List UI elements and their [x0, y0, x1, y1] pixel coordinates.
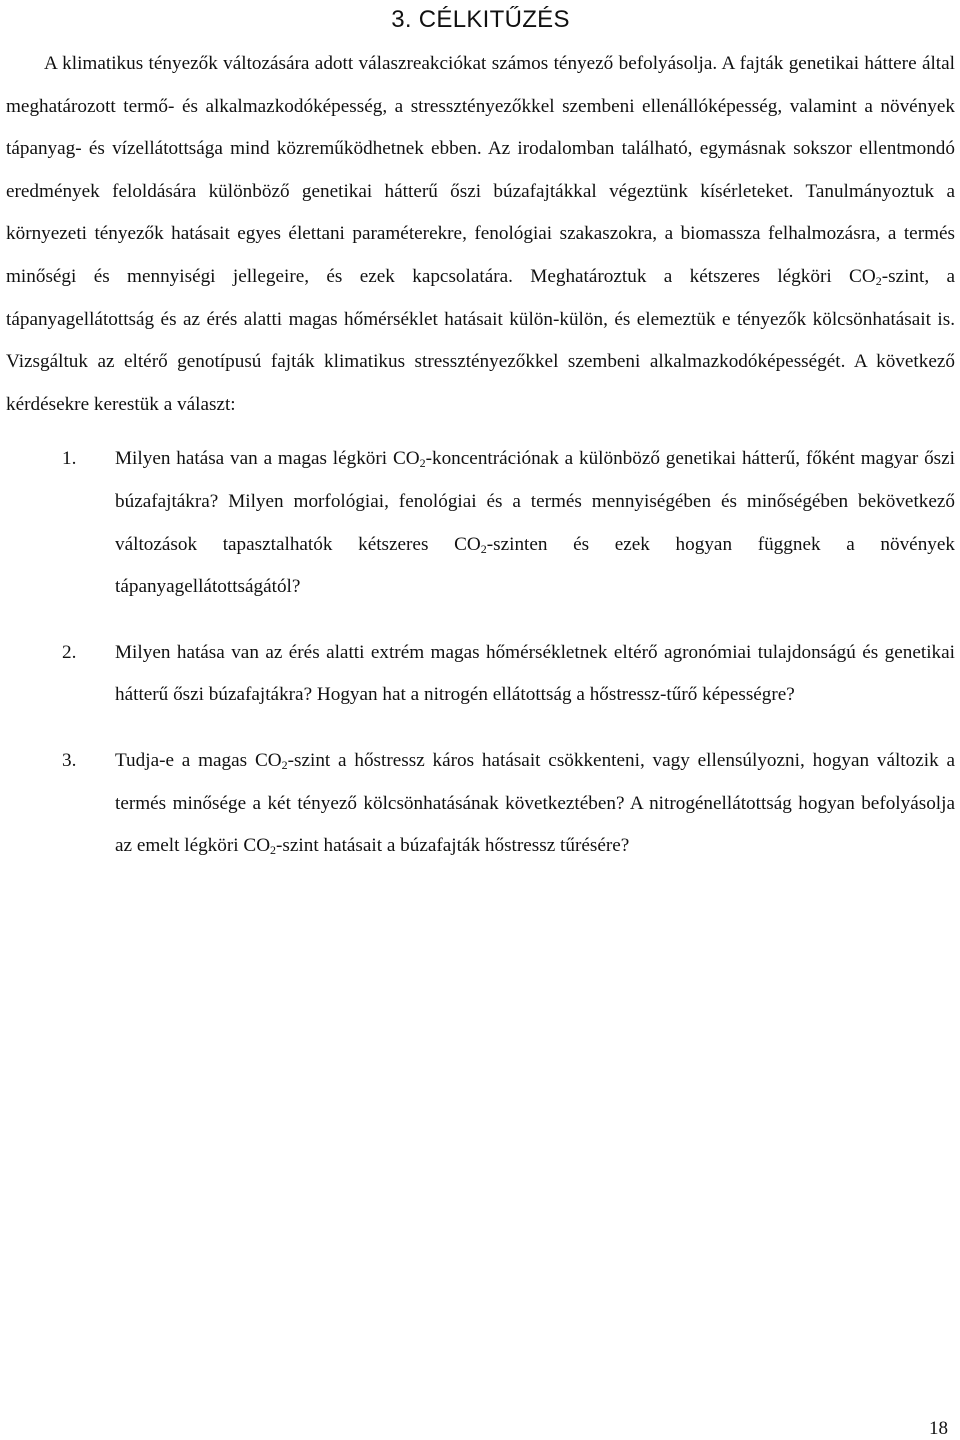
document-page	[6, 0, 955, 891]
question-number: 2.	[62, 641, 77, 663]
subscript: 2	[270, 843, 277, 858]
intro-sentence: A következő kérdésekre kerestük a választ:	[6, 351, 955, 415]
question-list	[6, 438, 955, 867]
subscript: 2	[480, 541, 487, 556]
question-text: -koncentrációnak a különböző genetikai hátterű, főként magyar őszi búzafajtákra? Milyen morfológiai, fenológiai és a termés mennyiségében és minőségében bekövetkező változások tapasztalhatók kétszeres CO	[115, 448, 955, 555]
page-number: 18	[929, 1418, 948, 1439]
question-item	[6, 740, 955, 868]
question-text: Milyen hatása van a magas légköri CO	[115, 448, 420, 470]
question-text: Tudja-e a magas CO	[115, 749, 282, 771]
question-item	[6, 438, 955, 608]
question-text: -szinten és ezek hogyan függnek a növények tápanyagellátottságától?	[115, 533, 955, 598]
intro-sentence: A klimatikus tényezők változására adott válaszreakciókat számos tényező befolyásolja.	[44, 53, 718, 74]
subscript: 2	[281, 757, 288, 772]
intro-sentence: -szint, a tápanyagellátottság és az érés alatti magas hőmérséklet hatásait külön-külön, és elemeztük e tényezők kölcsönhatásait is.	[6, 265, 956, 330]
intro-sentence: Tanulmányoztuk a környezeti tényezők hatásait egyes élettani paraméterekre, fenológiai szakaszokra, a biomassza felhalmozásra, a termés minőségi és mennyiségi jellegeire, és ezek kapcsolatára.	[6, 180, 955, 287]
question-text: Milyen hatása van az érés alatti extrém magas hőmérsékletnek eltérő agronómiai tulajdonságú és genetikai hátterű őszi búzafajtákra? Hogyan hat a nitrogén ellátottság a hőstressz-tűrő képességre?	[115, 641, 955, 706]
subscript: 2	[419, 456, 426, 471]
intro-sentence: Vizsgáltuk az eltérő genotípusú fajták klimatikus stressztényezőkkel szembeni alkalmazkodóképességét.	[6, 351, 846, 373]
question-item	[6, 632, 955, 717]
intro-sentence: Meghatároztuk a kétszeres légköri CO	[530, 265, 876, 287]
question-text: -szint a hőstressz káros hatásait csökkenteni, vagy ellensúlyozni, hogyan változik a termés minősége a két tényező kölcsönhatásának következtében? A nitrogénellátottság hogyan befolyásolja az emelt légköri CO	[115, 749, 955, 857]
intro-sentence: Az irodalomban található, egymásnak sokszor ellentmondó eredmények feloldására különböző genetikai hátterű őszi búzafajtákkal végeztünk kísérleteket.	[6, 138, 955, 202]
intro-sentence: A fajták genetikai háttere által meghatározott termő- és alkalmazkodóképesség, a stressztényezőkkel szembeni ellenállóképesség, valamint a növények tápanyag- és vízellátottsága mind közreműködhetnek ebben.	[6, 53, 955, 160]
question-number: 1.	[62, 448, 77, 470]
question-text: -szint hatásait a búzafajták hőstressz tűrésére?	[276, 835, 630, 857]
chapter-heading: 3. CÉLKITŰZÉS	[391, 6, 570, 33]
intro-paragraph	[6, 43, 955, 426]
question-number: 3.	[62, 749, 77, 771]
subscript: 2	[875, 273, 882, 288]
